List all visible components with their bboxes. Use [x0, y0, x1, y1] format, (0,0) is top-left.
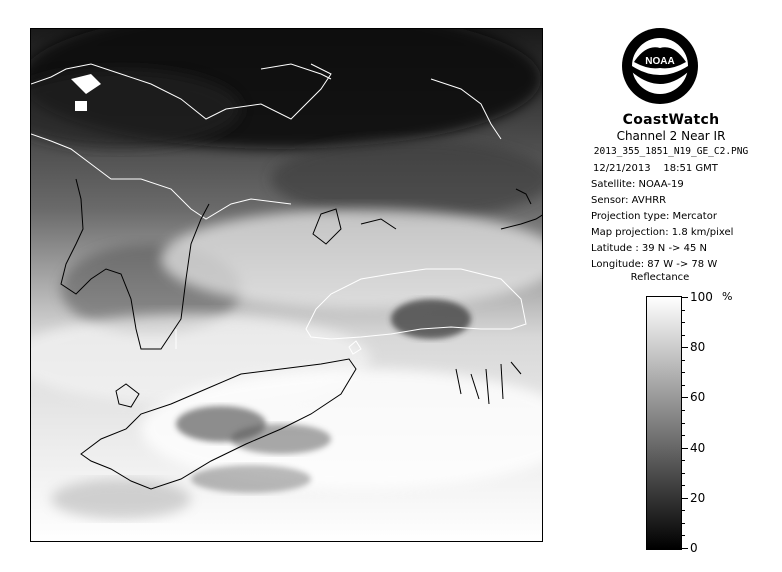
- colorbar-minor-tick: [682, 473, 685, 474]
- colorbar-minor-tick: [682, 322, 685, 323]
- colorbar-minor-tick: [682, 397, 685, 398]
- colorbar-minor-tick: [682, 535, 685, 536]
- colorbar-tick-label: 60: [690, 390, 706, 404]
- colorbar-tick-label: 100: [690, 290, 713, 304]
- colorbar-minor-tick: [682, 523, 685, 524]
- map-projection-label: Map projection: 1.8 km/pixel: [591, 227, 734, 238]
- colorbar-minor-tick: [682, 372, 685, 373]
- time-value: 18:51 GMT: [663, 163, 718, 174]
- colorbar-minor-tick: [682, 410, 685, 411]
- latitude-label: Latitude : 39 N -> 45 N: [591, 243, 707, 254]
- colorbar-tick-label: 20: [690, 491, 706, 505]
- colorbar-title: Reflectance: [630, 272, 690, 283]
- satellite-label: Satellite: NOAA-19: [591, 179, 684, 190]
- colorbar-minor-tick: [682, 385, 685, 386]
- longitude-label: Longitude: 87 W -> 78 W: [591, 259, 718, 270]
- colorbar-minor-tick: [682, 448, 685, 449]
- colorbar-minor-tick: [682, 510, 685, 511]
- colorbar-tick-label: 80: [690, 340, 706, 354]
- colorbar-minor-tick: [682, 435, 685, 436]
- colorbar-minor-tick: [682, 498, 685, 499]
- colorbar-tick-label: 40: [690, 441, 706, 455]
- colorbar-minor-tick: [682, 335, 685, 336]
- colorbar-tick-label: 0: [690, 541, 698, 555]
- colorbar-minor-tick: [682, 423, 685, 424]
- colorbar-minor-tick: [682, 347, 685, 348]
- colorbar-minor-tick: [682, 310, 685, 311]
- reflectance-colorbar: [646, 296, 682, 550]
- date-time: [593, 162, 718, 176]
- brand-title: CoastWatch: [622, 112, 720, 128]
- satellite-image: [30, 28, 543, 542]
- channel-label: Channel 2 Near IR: [616, 129, 726, 143]
- noaa-logo: [620, 26, 700, 106]
- date-value: 12/21/2013: [593, 163, 651, 174]
- colorbar-minor-tick: [682, 548, 685, 549]
- colorbar-minor-tick: [682, 297, 685, 298]
- logo-text: NOAA: [645, 56, 675, 67]
- colorbar-minor-tick: [682, 460, 685, 461]
- colorbar-unit: %: [722, 290, 733, 303]
- file-name: 2013_355_1851_N19_GE_C2.PNG: [593, 146, 749, 157]
- colorbar-minor-tick: [682, 485, 685, 486]
- colorbar-minor-tick: [682, 360, 685, 361]
- sensor-label: Sensor: AVHRR: [591, 195, 667, 206]
- projection-type-label: Projection type: Mercator: [591, 211, 717, 222]
